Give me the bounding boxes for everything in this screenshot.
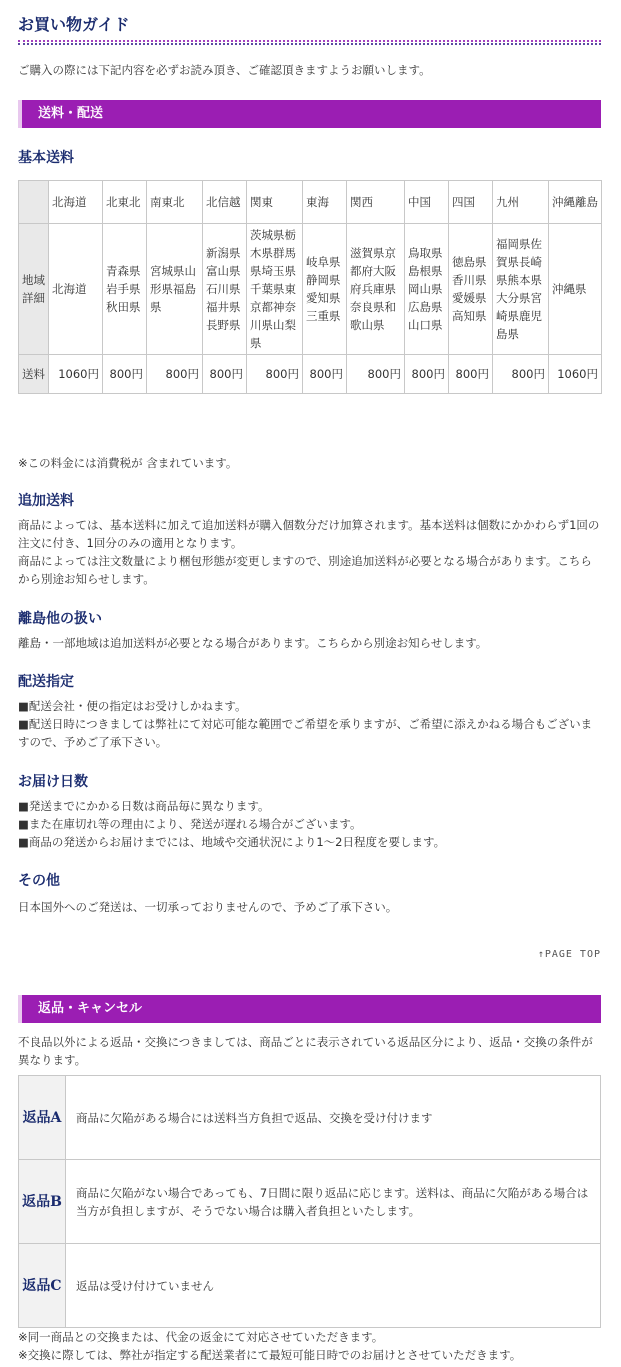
region-price: 800円: [303, 355, 347, 394]
intro-text: ご購入の際には下記内容を必ずお読み頂き、ご確認頂きますようお願いします。: [18, 63, 431, 77]
delivery-text: [18, 697, 603, 751]
region-header: 中国: [405, 181, 449, 224]
returns-note-2: ※交換に際しては、弊社が指定する配送業者にて最短可能日時でのお届けとさせていただきます。: [18, 1348, 522, 1362]
region-detail: 新潟県富山県石川県福井県長野県: [203, 224, 247, 355]
days-p3: ■商品の発送からお届けまでには、地域や交通状況により1〜2日程度を要します。: [18, 835, 446, 849]
region-header: 関東: [247, 181, 303, 224]
days-p2: ■また在庫切れ等の理由により、発送が遅れる場合がございます。: [18, 817, 362, 831]
tax-note: ※この料金には消費税が 含まれています。: [18, 456, 238, 470]
region-price: 800円: [347, 355, 405, 394]
region-price: 800円: [203, 355, 247, 394]
region-detail: 徳島県香川県愛媛県高知県: [449, 224, 493, 355]
region-header: 四国: [449, 181, 493, 224]
return-label: 返品A: [19, 1076, 66, 1160]
heading-delivery-days: お届け日数: [18, 774, 88, 790]
table-corner: [19, 181, 49, 224]
region-detail: 岐阜県静岡県愛知県三重県: [303, 224, 347, 355]
other-text: 日本国外へのご発送は、一切承っておりませんので、予めご了承下さい。: [18, 900, 398, 914]
detail-label: 地域詳細: [19, 224, 49, 355]
days-p1: ■発送までにかかる日数は商品毎に異なります。: [18, 799, 270, 813]
returns-note-1: ※同一商品との交換または、代金の返金にて対応させていただきます。: [18, 1330, 384, 1344]
extra-shipping-p2: 商品によっては注文数量により梱包形態が変更しますので、別途追加送料が必要となる場合があります。こちらから別途お知らせします。: [18, 554, 592, 586]
return-label: 返品B: [19, 1160, 66, 1244]
section-bar-shipping: 送料・配送: [18, 100, 601, 128]
page-title-block: [18, 14, 601, 45]
region-detail: 沖縄県: [549, 224, 602, 355]
table-header-row: [19, 181, 602, 224]
region-detail: 茨城県栃木県群馬県埼玉県千葉県東京都神奈川県山梨県: [247, 224, 303, 355]
return-text: 商品に欠陥がない場合であっても、7日間に限り返品に応じます。送料は、商品に欠陥がある場合は当方が負担しますが、そうでない場合は購入者負担といたします。: [66, 1160, 601, 1244]
extra-shipping-text: [18, 516, 603, 588]
extra-shipping-p1: 商品によっては、基本送料に加えて追加送料が購入個数分だけ加算されます。基本送料は個数にかかわらず1回の注文に付き、1回分のみの適用となります。: [18, 518, 600, 550]
region-header: 九州: [493, 181, 549, 224]
return-text: 商品に欠陥がある場合には送料当方負担で返品、交換を受け付けます: [66, 1076, 601, 1160]
delivery-p2: ■配送日時につきましては弊社にて対応可能な範囲でご希望を承りますが、ご希望に添えかねる場合もございますので、予めご了承下さい。: [18, 717, 593, 749]
region-detail: 福岡県佐賀県長崎県熊本県大分県宮崎県鹿児島県: [493, 224, 549, 355]
region-detail: 青森県岩手県秋田県: [103, 224, 147, 355]
region-price: 800円: [405, 355, 449, 394]
price-label: 送料: [19, 355, 49, 394]
return-row: [19, 1076, 601, 1160]
table-detail-row: [19, 224, 602, 355]
region-price: 800円: [247, 355, 303, 394]
heading-basic-shipping: 基本送料: [18, 150, 74, 166]
region-header: 関西: [347, 181, 405, 224]
heading-other: その他: [18, 873, 60, 889]
region-detail: 鳥取県島根県岡山県広島県山口県: [405, 224, 449, 355]
return-row: [19, 1244, 601, 1328]
delivery-days-text: [18, 797, 603, 851]
region-header: 南東北: [147, 181, 203, 224]
section-bar-returns: 返品・キャンセル: [18, 995, 601, 1023]
region-detail: 滋賀県京都府大阪府兵庫県奈良県和歌山県: [347, 224, 405, 355]
region-price: 800円: [449, 355, 493, 394]
returns-intro: 不良品以外による返品・交換につきましては、商品ごとに表示されている返品区分により、返品・交換の条件が異なります。: [18, 1035, 593, 1067]
return-label: 返品C: [19, 1244, 66, 1328]
returns-table: [18, 1075, 601, 1328]
return-row: [19, 1160, 601, 1244]
shipping-fee-table: [18, 180, 602, 394]
heading-extra-shipping: 追加送料: [18, 493, 74, 509]
delivery-p1: ■配送会社・便の指定はお受けしかねます。: [18, 699, 247, 713]
region-header: 北信越: [203, 181, 247, 224]
table-price-row: [19, 355, 602, 394]
region-price: 800円: [147, 355, 203, 394]
region-header: 北海道: [49, 181, 103, 224]
islands-text: 離島・一部地域は追加送料が必要となる場合があります。こちらから別途お知らせします。: [18, 636, 488, 650]
return-text: 返品は受け付けていません: [66, 1244, 601, 1328]
title-divider: [18, 40, 601, 42]
region-header: 東海: [303, 181, 347, 224]
region-price: 800円: [103, 355, 147, 394]
heading-delivery: 配送指定: [18, 674, 74, 690]
region-detail: 宮城県山形県福島県: [147, 224, 203, 355]
region-price: 1060円: [549, 355, 602, 394]
page-title: お買い物ガイド: [18, 15, 130, 34]
region-detail: 北海道: [49, 224, 103, 355]
region-price: 1060円: [49, 355, 103, 394]
region-header: 沖縄離島: [549, 181, 602, 224]
title-divider-2: [18, 43, 601, 45]
page-top-link[interactable]: ↑PAGE TOP: [537, 949, 601, 960]
region-price: 800円: [493, 355, 549, 394]
region-header: 北東北: [103, 181, 147, 224]
heading-islands: 離島他の扱い: [18, 611, 102, 627]
